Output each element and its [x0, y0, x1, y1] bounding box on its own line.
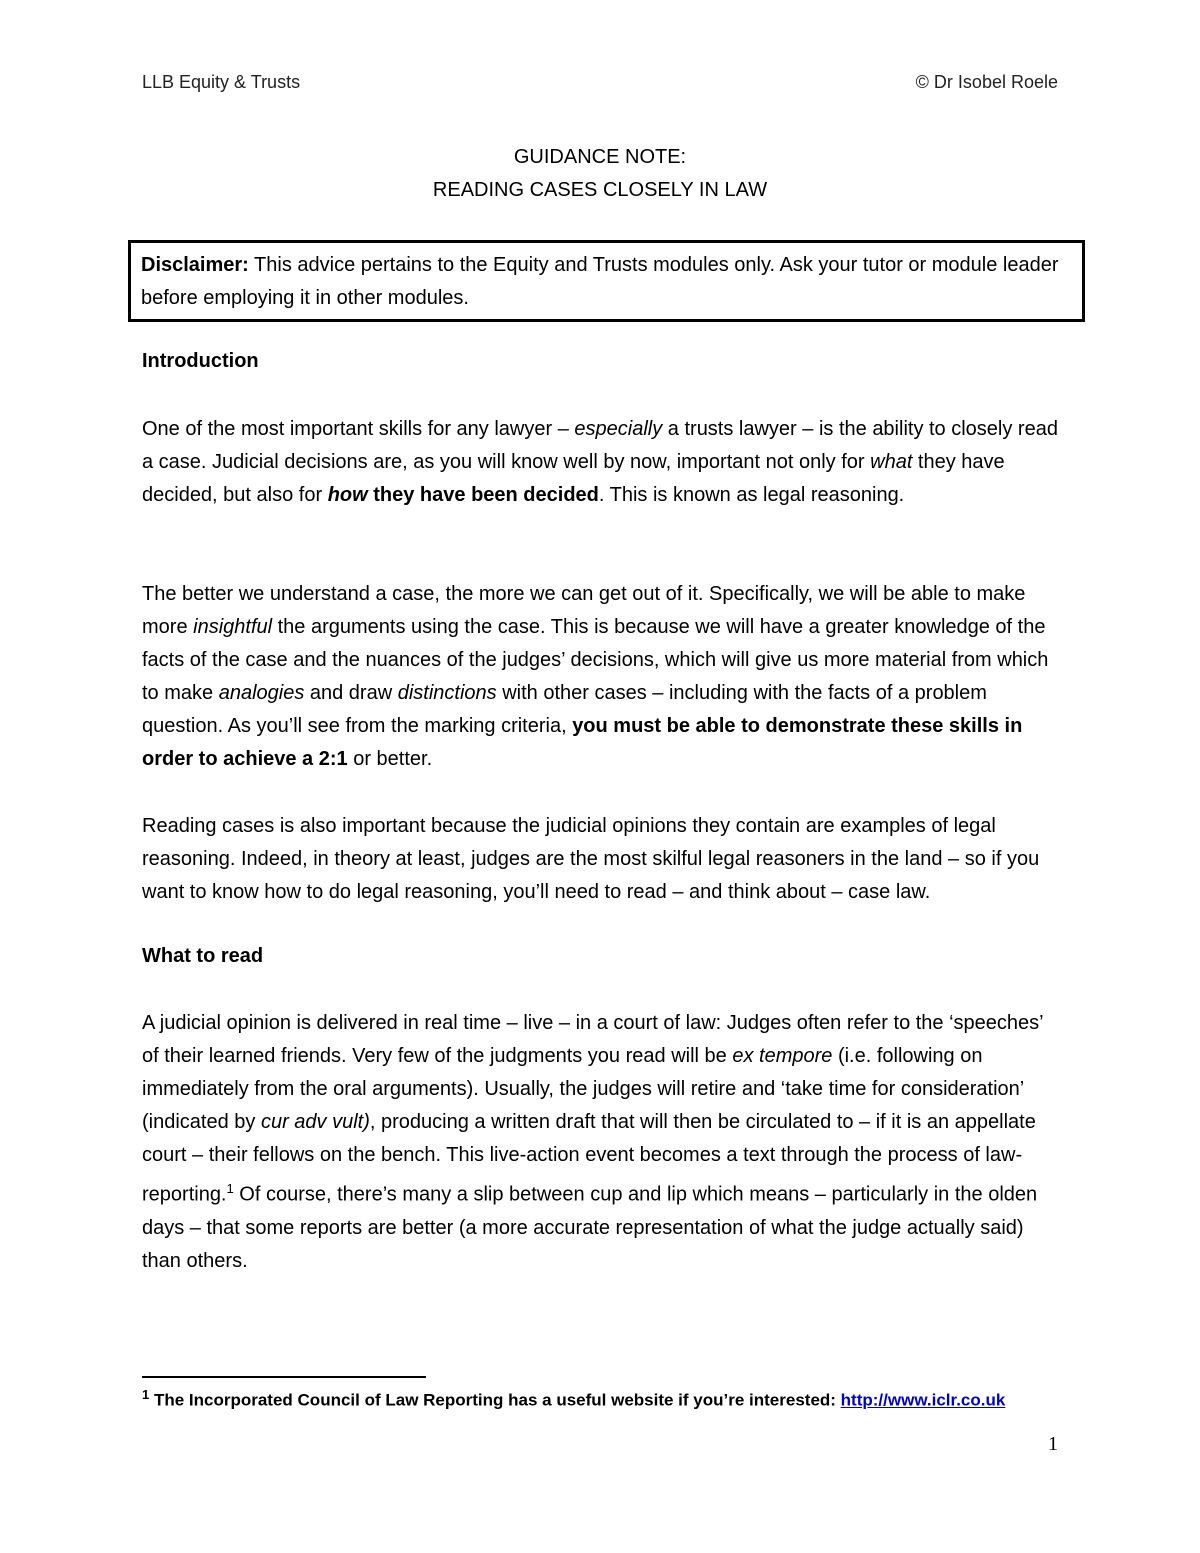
intro-paragraph-1: One of the most important skills for any lawyer – especially a trusts lawyer – is the ability to closely read a case. Judicial decisions are, as you will know well by now, important not only for what they have decided, but also for how they have been decided. This is known as legal reasoning. [142, 418, 1058, 506]
disclaimer-label: Disclaimer: [141, 254, 249, 276]
intro-paragraph-3: Reading cases is also important because the judicial opinions they contain are examples of legal reasoning. Indeed, in theory at least, judges are the most skilful legal reasoners in the land – so if you want to know how to do legal reasoning, you’ll need to read – and think about – case law. [142, 815, 1040, 903]
page-number: 1 [1048, 1433, 1058, 1455]
heading-introduction: Introduction [142, 350, 259, 372]
footnote-link[interactable]: http://www.iclr.co.uk [840, 1390, 1006, 1410]
footnote-marker: 1 [142, 1387, 150, 1402]
footnote-separator [142, 1376, 426, 1378]
footnote-reference[interactable]: 1 [226, 1181, 234, 1196]
disclaimer-text: This advice pertains to the Equity and Trusts modules only. Ask your tutor or module leader before employing it in other modules. [141, 254, 1059, 309]
document-title-line-1: GUIDANCE NOTE: [513, 146, 687, 168]
heading-what-to-read: What to read [142, 945, 264, 967]
intro-paragraph-2: The better we understand a case, the more we can get out of it. Specifically, we will be able to make more insightful the arguments using the case. This is because we will have a greater knowledge of the facts of the case and the nuances of the judges’ decisions, which will give us more material from which to make analogies and draw distinctions with other cases – including with the facts of a problem question. As you’ll see from the marking criteria, you must be able to demonstrate these skills in order to achieve a 2:1 or better. [142, 583, 1049, 770]
footnote-text: The Incorporated Council of Law Reporting has a useful website if you’re interested: [149, 1390, 841, 1410]
disclaimer-box [128, 240, 1085, 322]
document-title-line-2: READING CASES CLOSELY IN LAW [432, 179, 768, 201]
footnote-1 [142, 1387, 1005, 1411]
header-author: © Dr Isobel Roele [915, 72, 1058, 92]
what-to-read-paragraph-1: A judicial opinion is delivered in real time – live – in a court of law: Judges often refer to the ‘speeches’ of their learned friends. Very few of the judgments you read will be ex tempore (i.e. following on immediately from the oral arguments). Usually, the judges will retire and ‘take time for consideration’ (indicated by cur adv vult), producing a written draft that will then be circulated to – if it is an appellate court – their fellows on the bench. This live-action event becomes a text through the process of law-reporting.$^1$ Of course, there’s many a slip between cup and lip which means – particularly in the olden days – that some reports are better (a more accurate representation of what the judge actually said) than others. [142, 1012, 1043, 1272]
header-course-title: LLB Equity & Trusts [142, 72, 301, 92]
